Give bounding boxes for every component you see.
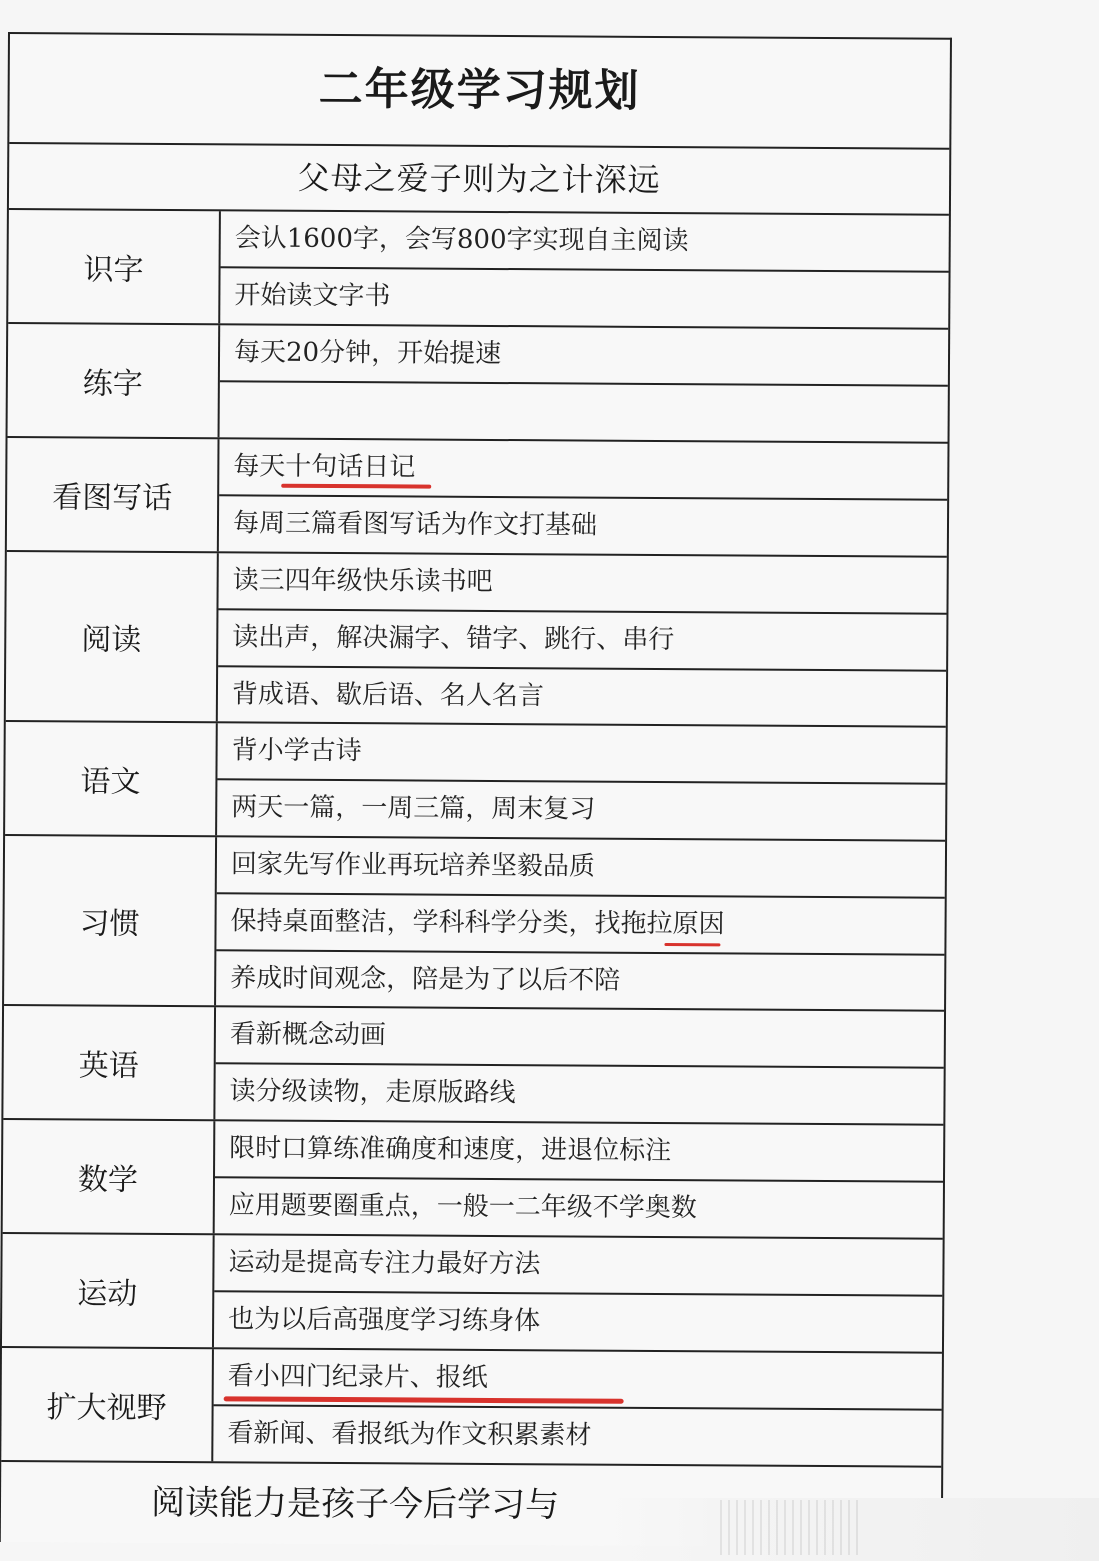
- plan-item: 也为以后高强度学习练身体: [228, 1304, 541, 1337]
- plan-item: 背成语、歇后语、名人名言: [231, 679, 545, 712]
- plan-item: 开始读文字书: [234, 280, 391, 312]
- section-label: 阅读: [6, 552, 219, 721]
- section-label: 数学: [3, 1120, 216, 1233]
- section-shuxue: [3, 1120, 944, 1240]
- plan-item: [219, 439, 947, 500]
- section-label: 练字: [8, 324, 221, 437]
- section-label: 看图写话: [7, 438, 220, 551]
- plan-item: 背小学古诗: [217, 723, 945, 784]
- section-label: 语文: [5, 722, 218, 835]
- section-kuodashiye: [1, 1348, 942, 1468]
- plan-item: 读三四年级快乐读书吧: [218, 553, 946, 614]
- plan-item: 两天一篇，一周三篇，周末复习: [231, 792, 596, 825]
- plan-item-text: 每天十句话日记: [233, 451, 416, 483]
- plan-item-text: 看小四门纪录片、报纸: [227, 1361, 488, 1393]
- watermark-mark: [720, 1500, 860, 1555]
- section-lianzi: [8, 324, 949, 444]
- plan-item: 养成时间观念，陪是为了以后不陪: [230, 963, 621, 996]
- section-yuwen: [5, 722, 946, 842]
- red-underline-mark: [224, 1396, 624, 1403]
- section-label: 运动: [2, 1234, 215, 1347]
- plan-item: 读分级读物，走原版路线: [229, 1076, 516, 1109]
- section-label: 识字: [8, 210, 221, 323]
- page-title: 二年级学习规划: [9, 34, 950, 150]
- plan-item: 会认1600字，会写800字实现自主阅读: [221, 211, 949, 272]
- plan-item: [214, 1349, 942, 1410]
- plan-item: 看新概念动画: [216, 1007, 944, 1068]
- section-kantuxiehua: [7, 438, 948, 558]
- section-yuedu: [6, 552, 947, 728]
- plan-item-empty: [220, 382, 948, 441]
- plan-item: 限时口算练准确度和速度，进退位标注: [215, 1121, 943, 1182]
- plan-item: 应用题要圈重点，一般一二年级不学奥数: [228, 1190, 697, 1224]
- section-label: 扩大视野: [1, 1348, 214, 1461]
- page-subtitle: 父母之爱子则为之计深远: [9, 144, 949, 216]
- plan-item-text: 保持桌面整洁，学科科学分类，找拖拉原因: [230, 906, 725, 940]
- plan-item: 每周三篇看图写话为作文打基础: [232, 508, 598, 541]
- study-plan-table: [0, 32, 952, 1548]
- plan-item: 运动是提高专注力最好方法: [214, 1235, 942, 1296]
- section-yingyu: [3, 1006, 944, 1126]
- plan-item: 每天20分钟，开始提速: [220, 325, 948, 386]
- red-underline-mark: [664, 943, 720, 946]
- section-yundong: [2, 1234, 943, 1354]
- red-underline-mark: [281, 484, 431, 489]
- plan-item: [216, 894, 944, 955]
- section-xiguan: [4, 836, 945, 1012]
- plan-item: 看新闻、看报纸为作文积累素材: [227, 1418, 592, 1451]
- plan-item: 读出声，解决漏字、错字、跳行、串行: [218, 610, 946, 671]
- section-label: 习惯: [4, 836, 217, 1005]
- section-label: 英语: [3, 1006, 216, 1119]
- plan-item: 回家先写作业再玩培养坚毅品质: [217, 837, 945, 898]
- section-shizi: [8, 210, 949, 330]
- footer-text: 阅读能力是孩子今后学习与: [150, 1482, 560, 1526]
